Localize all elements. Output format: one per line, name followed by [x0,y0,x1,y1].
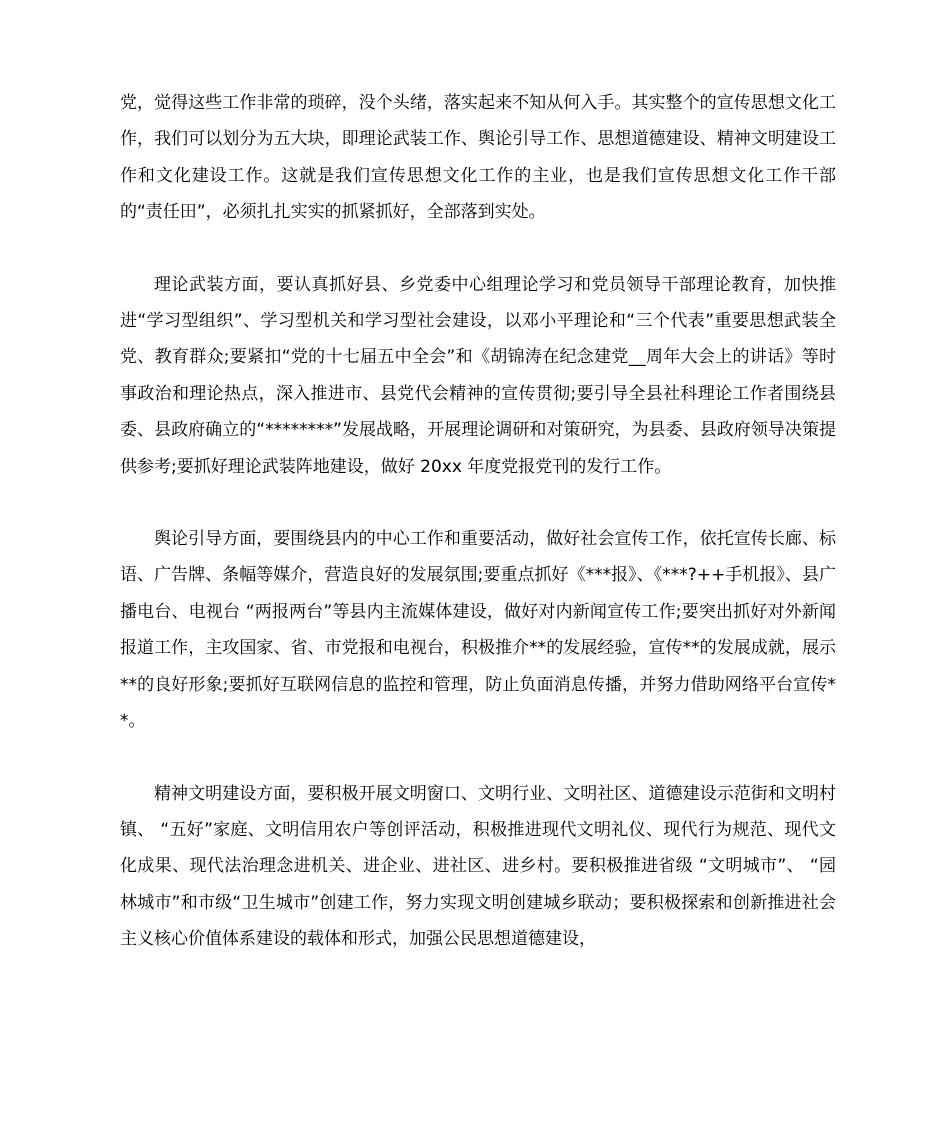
paragraph-theory: 理论武装方面，要认真抓好县、乡党委中心组理论学习和党员领导干部理论教育，加快推进“学习型组织”、学习型机关和学习型社会建设，以邓小平理论和“三个代表”重要思想武装全党、教育群众;要紧扣“党的十七届五中全会”和《胡锦涛在纪念建党__周年大会上的讲话》等时事政治和理论热点，深入推进市、县党代会精神的宣传贯彻;要引导全县社科理论工作者围绕县委、县政府确立的“********”发展战略，开展理论调研和对策研究，为县委、县政府领导决策提供参考;要抓好理论武装阵地建设，做好 20xx 年度党报党刊的发行工作。 [120,274,836,477]
paragraph-gap [120,231,836,267]
paragraph-intro: 党，觉得这些工作非常的琐碎，没个头绪，落实起来不知从何入手。其实整个的宣传思想文化工作，我们可以划分为五大块，即理论武装工作、舆论引导工作、思想道德建设、精神文明建设工作和文化建设工作。这就是我们宣传思想文化工作的主业，也是我们宣传思想文化工作干部的“责任田”，必须扎扎实实的抓紧抓好，全部落到实处。 [120,93,836,223]
paragraph-civilization: 精神文明建设方面，要积极开展文明窗口、文明行业、文明社区、道德建设示范街和文明村镇、 “五好”家庭、文明信用农户等创评活动，积极推进现代文明礼仪、现代行为规范、现代文化成果、现代法治理念进机关、进企业、进社区、进乡村。要积极推进省级 “文明城市”、 “园林城市”和市级“卫生城市”创建工作，努力实现文明创建城乡联动；要积极探索和创新推进社会主义核心价值体系建设的载体和形式，加强公民思想道德建设， [120,783,836,950]
paragraph-gap [120,485,836,521]
document-page [120,85,836,958]
paragraph-public-opinion: 舆论引导方面，要围绕县内的中心工作和重要活动，做好社会宣传工作，依托宣传长廊、标语、广告牌、条幅等媒介，营造良好的发展氛围;要重点抓好《***报》、《***?++手机报》、县广播电台、电视台 “两报两台”等县内主流媒体建设，做好对内新闻宣传工作;要突出抓好对外新闻报道工作，主攻国家、省、市党报和电视台，积极推介**的发展经验，宣传**的发展成就，展示**的良好形象;要抓好互联网信息的监控和管理，防止负面消息传播，并努力借助网络平台宣传**。 [120,529,836,732]
paragraph-gap [120,740,836,776]
